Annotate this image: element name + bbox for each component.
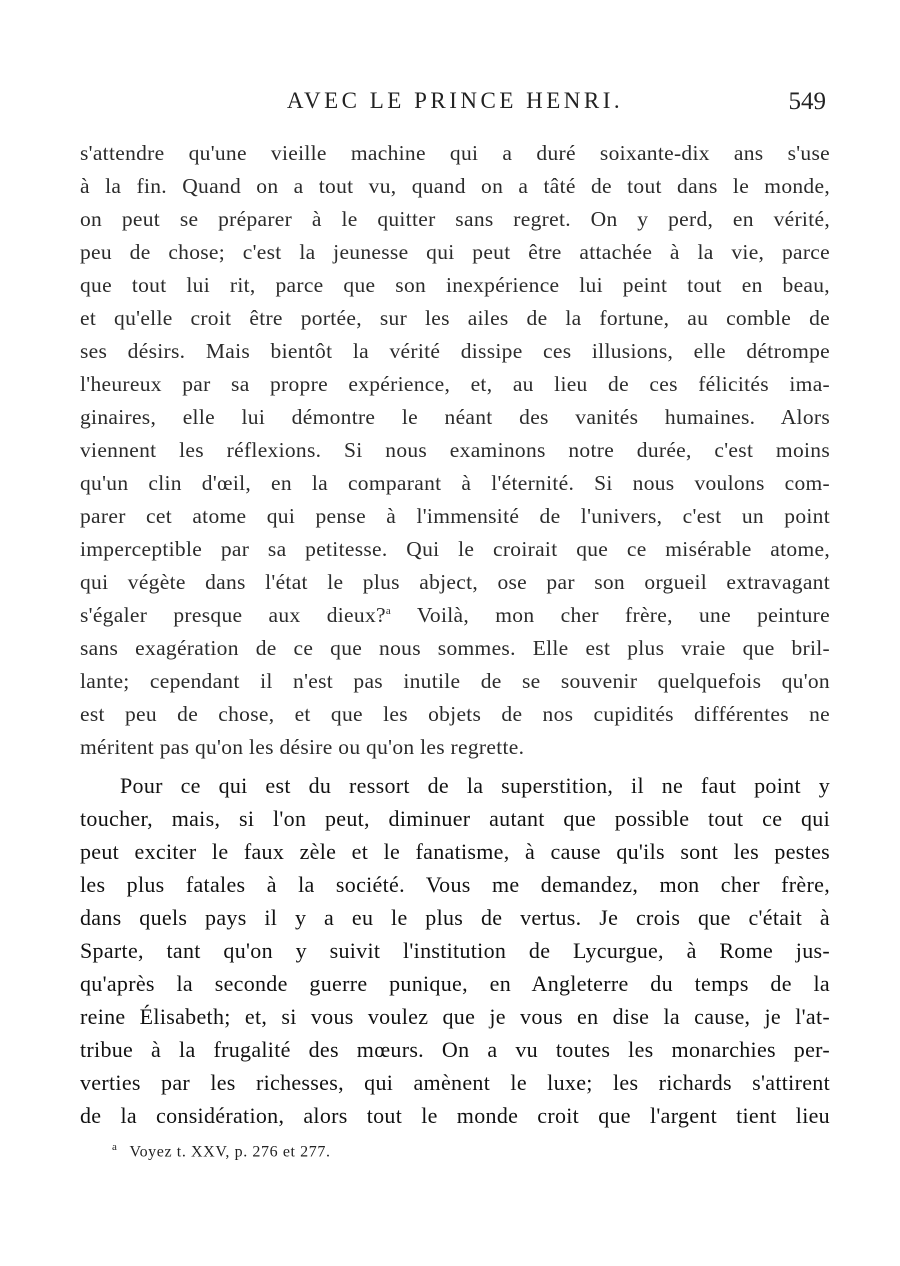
text-line: peut exciter le faux zèle et le fanatisme, à cause qu'ils sont les pestes — [80, 839, 830, 864]
text-line: qu'après la seconde guerre punique, en Angleterre du temps de la — [80, 971, 830, 996]
footnote-reference: a — [385, 604, 392, 617]
text-line: ses désirs. Mais bientôt la vérité dissipe ces illusions, elle détrompe — [80, 339, 830, 363]
text-line: à la fin. Quand on a tout vu, quand on a tâté de tout dans le monde, — [80, 174, 830, 198]
text-line: tribue à la frugalité des mœurs. On a vu toutes les monarchies per- — [80, 1037, 830, 1062]
paragraph-2 — [80, 769, 830, 1132]
text-line: toucher, mais, si l'on peut, diminuer autant que possible tout ce qui — [80, 806, 830, 831]
text-line: imperceptible par sa petitesse. Qui le croirait que ce misérable atome, — [80, 537, 830, 561]
text-line-first: Pour ce qui est du ressort de la superstition, il ne faut point y — [120, 773, 830, 798]
text-line-last: méritent pas qu'on les désire ou qu'on les regrette. — [80, 735, 525, 759]
text-line: est peu de chose, et que les objets de nos cupidités différentes ne — [80, 702, 830, 726]
text-line: dans quels pays il y a eu le plus de vertus. Je crois que c'était à — [80, 905, 830, 930]
paragraph-1 — [80, 137, 830, 764]
text-line: de la considération, alors tout le monde croit que l'argent tient lieu — [80, 1103, 830, 1128]
text-line: verties par les richesses, qui amènent le luxe; les richards s'attirent — [80, 1070, 830, 1095]
text-line: que tout lui rit, parce que son inexpérience lui peint tout en beau, — [80, 273, 830, 297]
text-line-with-note — [80, 599, 830, 632]
body-text — [80, 137, 830, 1132]
running-head — [80, 88, 830, 128]
text-line: lante; cependant il n'est pas inutile de se souvenir quelquefois qu'on — [80, 669, 830, 693]
text-line: on peut se préparer à le quitter sans regret. On y perd, en vérité, — [80, 207, 830, 231]
running-title: AVEC LE PRINCE HENRI. — [286, 88, 624, 113]
footnote-marker: a — [112, 1141, 118, 1153]
text-before-note: s'égaler presque aux dieux? — [80, 603, 386, 627]
text-line: sans exagération de ce que nous sommes. Elle est plus vraie que bril- — [80, 636, 830, 660]
text-line: les plus fatales à la société. Vous me demandez, mon cher frère, — [80, 872, 830, 897]
text-line: viennent les réflexions. Si nous examinons notre durée, c'est moins — [80, 438, 830, 462]
text-line: reine Élisabeth; et, si vous voulez que je vous en dise la cause, je l'at- — [80, 1004, 830, 1029]
text-line: peu de chose; c'est la jeunesse qui peut être attachée à la vie, parce — [80, 240, 830, 264]
text-line: Sparte, tant qu'on y suivit l'institution de Lycurgue, à Rome jus- — [80, 938, 830, 963]
text-line: parer cet atome qui pense à l'immensité de l'univers, c'est un point — [80, 504, 830, 528]
page-number: 549 — [788, 88, 826, 115]
text-line: s'attendre qu'une vieille machine qui a duré soixante-dix ans s'use — [80, 141, 830, 165]
footnote — [112, 1141, 331, 1161]
text-line: ginaires, elle lui démontre le néant des vanités humaines. Alors — [80, 405, 830, 429]
text-line: et qu'elle croit être portée, sur les ailes de la fortune, au comble de — [80, 306, 830, 330]
text-after-note: Voilà, mon cher frère, une peinture — [391, 603, 830, 627]
text-line: l'heureux par sa propre expérience, et, au lieu de ces félicités ima- — [80, 372, 830, 396]
footnote-text: Voyez t. XXV, p. 276 et 277. — [129, 1143, 331, 1161]
text-line: qu'un clin d'œil, en la comparant à l'éternité. Si nous voulons com- — [80, 471, 830, 495]
text-line: qui végète dans l'état le plus abject, ose par son orgueil extravagant — [80, 570, 830, 594]
